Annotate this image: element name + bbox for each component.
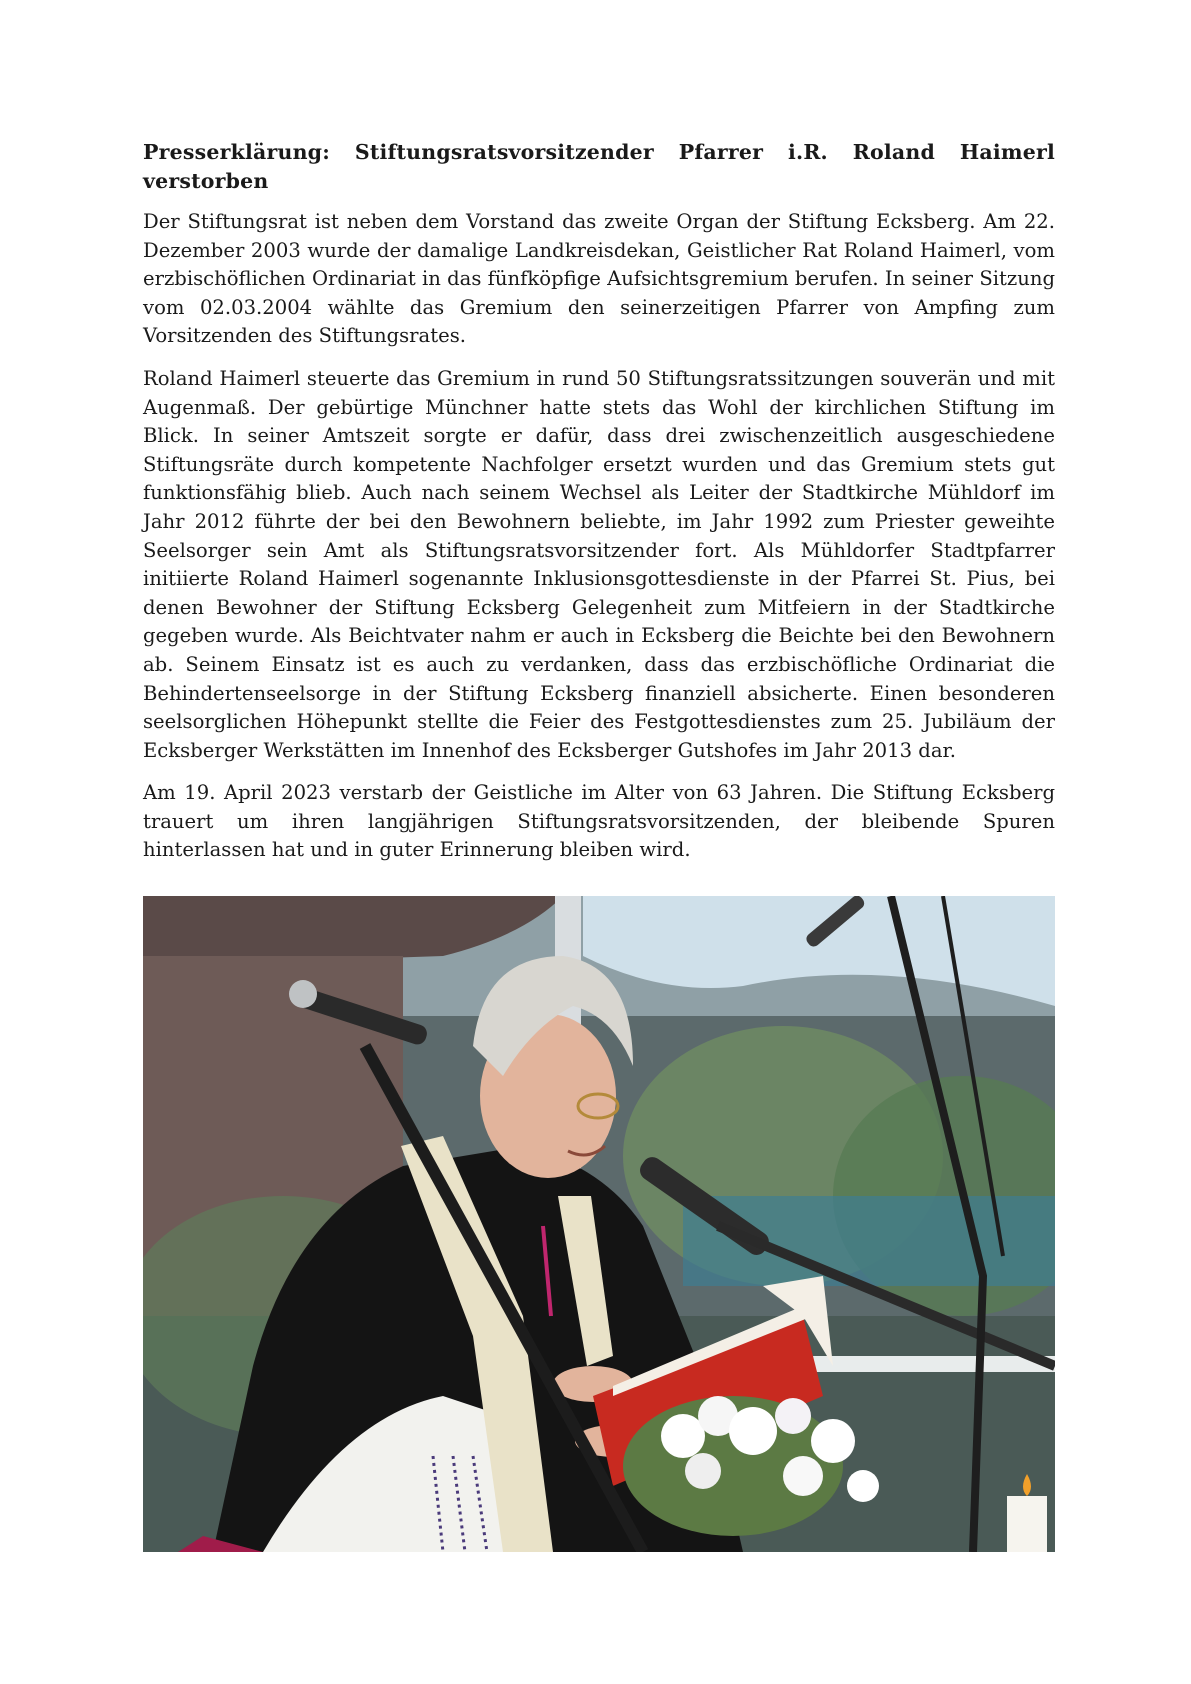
page-title — [143, 138, 1055, 196]
priest-photo — [143, 896, 1055, 1552]
paragraph-obituary: Am 19. April 2023 verstarb der Geistliche im Alter von 63 Jahren. Die Stiftung Ecksberg trauert um ihren langjährigen Stiftungsratsvorsitzenden, der bleibende Spuren hinterlassen hat und in guter Erinnerung bleiben wird. — [143, 781, 1055, 862]
article — [143, 138, 1055, 879]
title-line-2: verstorben — [143, 169, 269, 193]
paragraph-tenure: Roland Haimerl steuerte das Gremium in rund 50 Stiftungsratssitzungen souverän und mit Augenmaß. Der gebürtige Münchner hatte stets das Wohl der kirchlichen Stiftung im Blick. In seiner Amtszeit sorgte er dafür, dass drei zwischenzeitlich ausgeschiedene Stiftungsräte durch kompetente Nachfolger ersetzt wurden und das Gremium stets gut funktionsfähig blieb. Auch nach seinem Wechsel als Leiter der Stadtkirche Mühldorf im Jahr 2012 führte der bei den Bewohnern beliebte, im Jahr 1992 zum Priester geweihte Seelsorger sein Amt als Stiftungsratsvorsitzender fort. Als Mühldorfer Stadtpfarrer initiierte Roland Haimerl sogenannte Inklusionsgottesdienste in der Pfarrei St. Pius, bei denen Bewohner der Stiftung Ecksberg Gelegenheit zum Mitfeiern in der Stadtkirche gegeben wurde. Als Beichtvater nahm er auch in Ecksberg die Beichte bei den Bewohnern ab. Seinem Einsatz ist es auch zu verdanken, dass das erzbischöfliche Ordinariat die Behindertenseelsorge in der Stiftung Ecksberg finanziell absicherte. Einen besonderen seelsorglichen Höhepunkt stellte die Feier des Festgottesdienstes zum 25. Jubiläum der Ecksberger Werkstätten im Innenhof des Ecksberger Gutshofes im Jahr 2013 dar. — [143, 366, 1055, 762]
paragraph-intro: Der Stiftungsrat ist neben dem Vorstand das zweite Organ der Stiftung Ecksberg. Am 22. Dezember 2003 wurde der damalige Landkreisdekan, Geistlicher Rat Roland Haimerl, vom erzbischöflichen Ordinariat in das fünfköpfige Aufsichtsgremium berufen. In seiner Sitzung vom 02.03.2004 wählte das Gremium den seinerzeitigen Pfarrer von Ampfing zum Vorsitzenden des Stiftungsrates. — [143, 210, 1055, 348]
title-line-1: Presserklärung: Stiftungsratsvorsitzender Pfarrer i.R. Roland Haimerl — [143, 140, 1055, 164]
